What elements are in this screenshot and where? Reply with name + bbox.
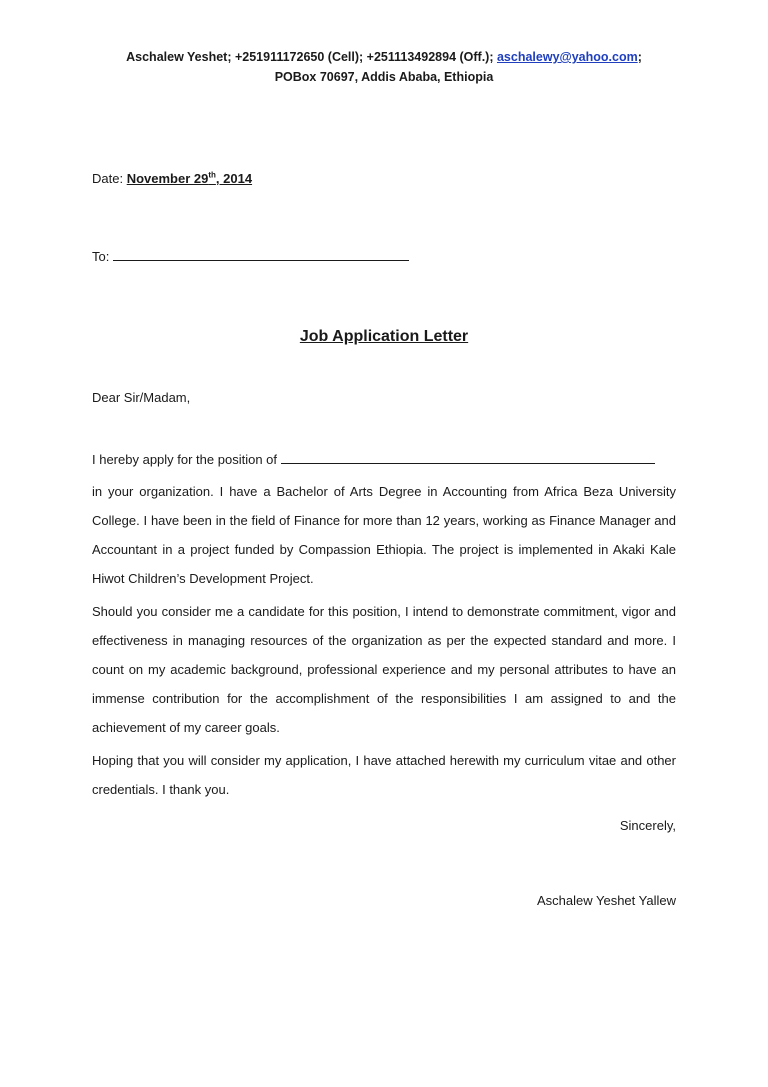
contact-info: Aschalew Yeshet; +251911172650 (Cell); +251113492894 (Off.); bbox=[126, 50, 497, 64]
date-value bbox=[127, 171, 252, 186]
position-blank[interactable] bbox=[281, 451, 655, 464]
letterhead-address: POBox 70697, Addis Ababa, Ethiopia bbox=[274, 70, 494, 84]
date-year: , 2014 bbox=[215, 171, 253, 186]
signature-name: Aschalew Yeshet Yallew bbox=[536, 893, 676, 908]
recipient-blank[interactable] bbox=[113, 248, 409, 261]
position-line bbox=[92, 451, 655, 469]
recipient-label: To: bbox=[92, 249, 113, 264]
recipient-line bbox=[92, 248, 409, 266]
body-paragraph-1: in your organization. I have a Bachelor of Arts Degree in Accounting from Africa Beza University College. I have been in the field of Finance for more than 12 years, working as Finance Manager and Accountant in a project funded by Compassion Ethiopia. The project is implemented in Akaki Kale Hiwot Children’s Development Project. bbox=[92, 484, 676, 586]
date-line bbox=[92, 170, 252, 188]
email-link[interactable]: aschalewy@yahoo.com bbox=[496, 50, 638, 64]
contact-suffix: ; bbox=[637, 50, 642, 64]
position-prefix: I hereby apply for the position of bbox=[92, 452, 281, 467]
date-ordinal: th bbox=[208, 170, 216, 180]
date-month-day: November 29 bbox=[126, 171, 209, 186]
body-paragraph-3: Hoping that you will consider my application, I have attached herewith my curriculum vitae and other credentials. I thank you. bbox=[92, 753, 676, 797]
closing: Sincerely, bbox=[619, 818, 676, 833]
letter-title: Job Application Letter bbox=[299, 328, 469, 345]
letterhead-contact-line bbox=[80, 47, 688, 67]
salutation: Dear Sir/Madam, bbox=[92, 390, 191, 405]
body-paragraph-2: Should you consider me a candidate for this position, I intend to demonstrate commitment, vigor and effectiveness in managing resources of the organization as per the expected standard and more. I count on my academic background, professional experience and my personal attributes to have an immense contribution for the accomplishment of the responsibilities I am assigned to and the achievement of my career goals. bbox=[92, 604, 676, 735]
date-label: Date: bbox=[92, 171, 127, 186]
